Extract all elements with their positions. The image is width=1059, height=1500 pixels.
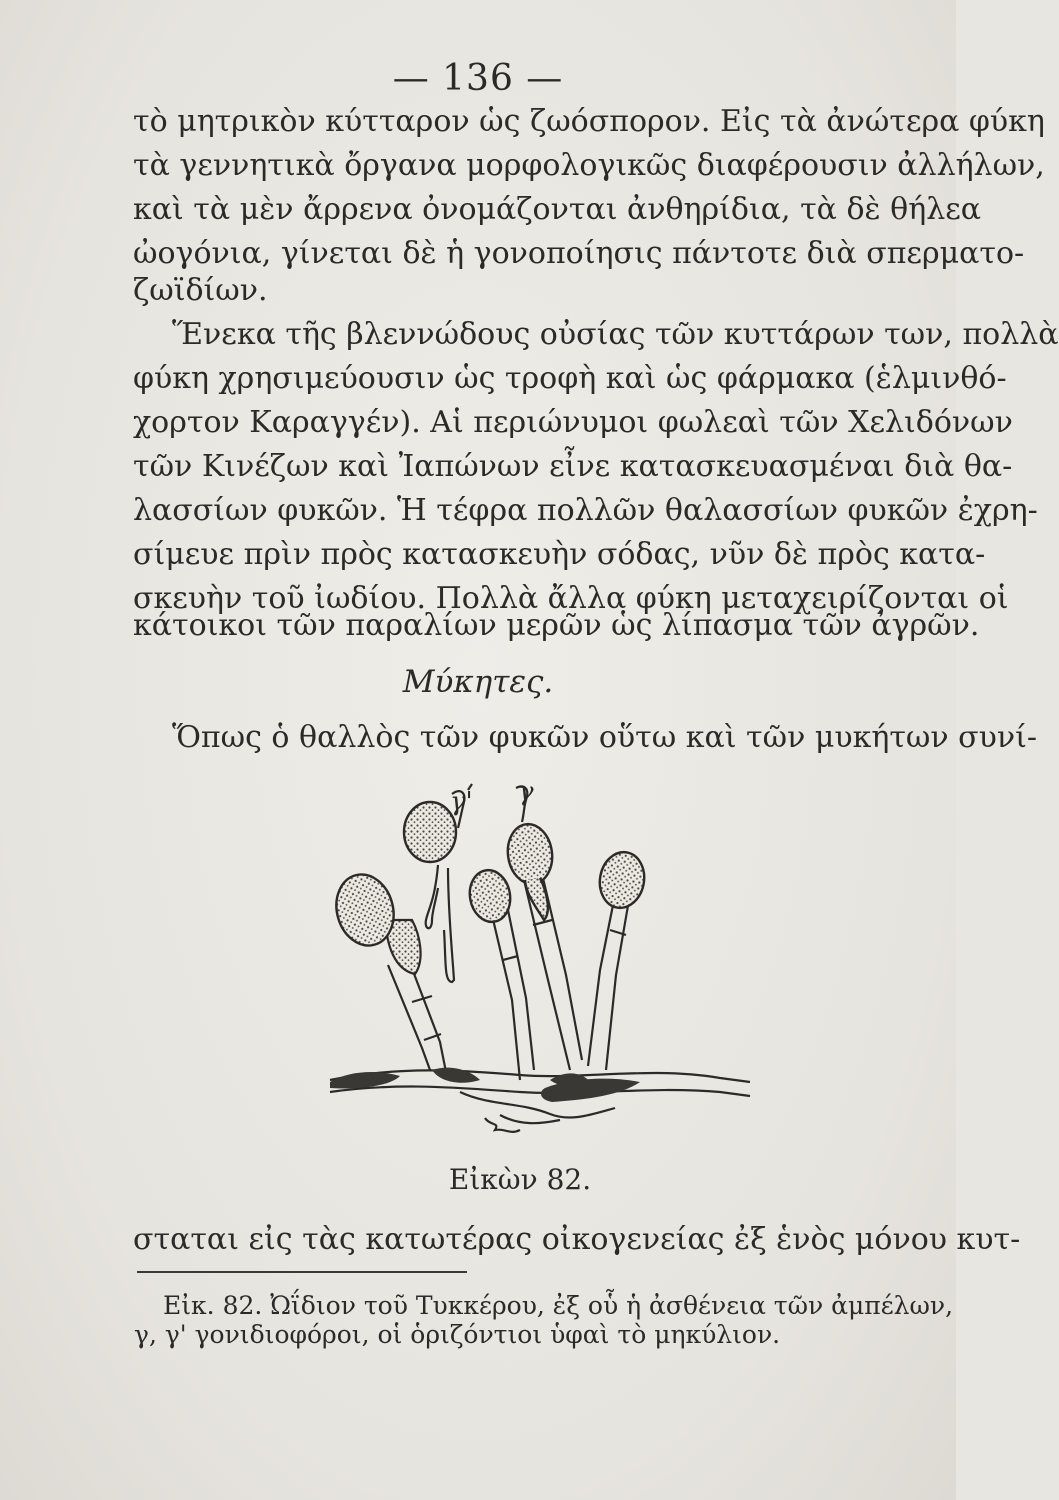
section-heading: Μύκητες. [402, 664, 554, 700]
text-line: ὠογόνια, γίνεται δὲ ἡ γονοποίησις πάντοτε διὰ σπερματο- [133, 236, 1025, 271]
figure-label-gamma: γ [518, 777, 534, 807]
text-line: Ὅπως ὁ θαλλὸς τῶν φυκῶν οὕτω καὶ τῶν μυκήτων συνί- [172, 720, 1038, 755]
text-line: σίμευε πρὶν πρὸς κατασκευὴν σόδας, νῦν δὲ πρὸς κατα- [133, 537, 986, 572]
text-line: τῶν Κινέζων καὶ Ἰαπώνων εἶνε κατασκευασμέναι διὰ θα- [133, 449, 1013, 484]
text-line: τὰ γεννητικὰ ὄργανα μορφολογικῶς διαφέρουσιν ἀλλήλων, [133, 148, 1045, 183]
text-line: Ἕνεκα τῆς βλεννώδους οὐσίας τῶν κυττάρων των, πολλὰ [172, 317, 1059, 352]
text-line: καὶ τὰ μὲν ἄρρενα ὀνομάζονται ἀνθηρίδια, τὰ δὲ θήλεα [133, 192, 982, 227]
text-line: σκευὴν τοῦ ἰωδίου. Πολλὰ ἄλλα φύκη μεταχειρίζονται οἱ [133, 581, 1009, 616]
footnote-line: Εἰκ. 82. Ὠΐδιον τοῦ Τυκκέρου, ἐξ οὗ ἡ ἀσθένεια τῶν ἀμπέλων, [163, 1291, 954, 1320]
footnote-line: γ, γ' γονιδιοφόροι, οἱ ὁριζόντιοι ὑφαὶ τὸ μηκύλιον. [134, 1320, 781, 1349]
page-number: — 136 — [392, 58, 564, 99]
figure-caption: Εἰκὼν 82. [448, 1163, 592, 1196]
text-line: σταται εἰς τὰς κατωτέρας οἰκογενείας ἐξ ἑνὸς μόνου κυτ- [133, 1222, 1021, 1257]
text-line: λασσίων φυκῶν. Ἡ τέφρα πολλῶν θαλασσίων φυκῶν ἐχρη- [133, 493, 1038, 528]
text-line: ζωϊδίων. [133, 273, 268, 308]
figure-label-gamma-prime: γ' [450, 787, 473, 817]
fungus-illustration [320, 770, 760, 1140]
text-line: χορτον Καραγγέν). Αἱ περιώνυμοι φωλεαὶ τῶν Χελιδόνων [133, 405, 1013, 440]
text-line: κάτοικοι τῶν παραλίων μερῶν ὡς λίπασμα τῶν ἀγρῶν. [133, 608, 980, 643]
text-line: τὸ μητρικὸν κύτταρον ὡς ζωόσπορον. Εἰς τὰ ἀνώτερα φύκη [133, 104, 1045, 139]
text-line: φύκη χρησιμεύουσιν ὡς τροφὴ καὶ ὡς φάρμακα (ἑλμινθό- [133, 361, 1007, 396]
footnote-divider [137, 1271, 467, 1273]
